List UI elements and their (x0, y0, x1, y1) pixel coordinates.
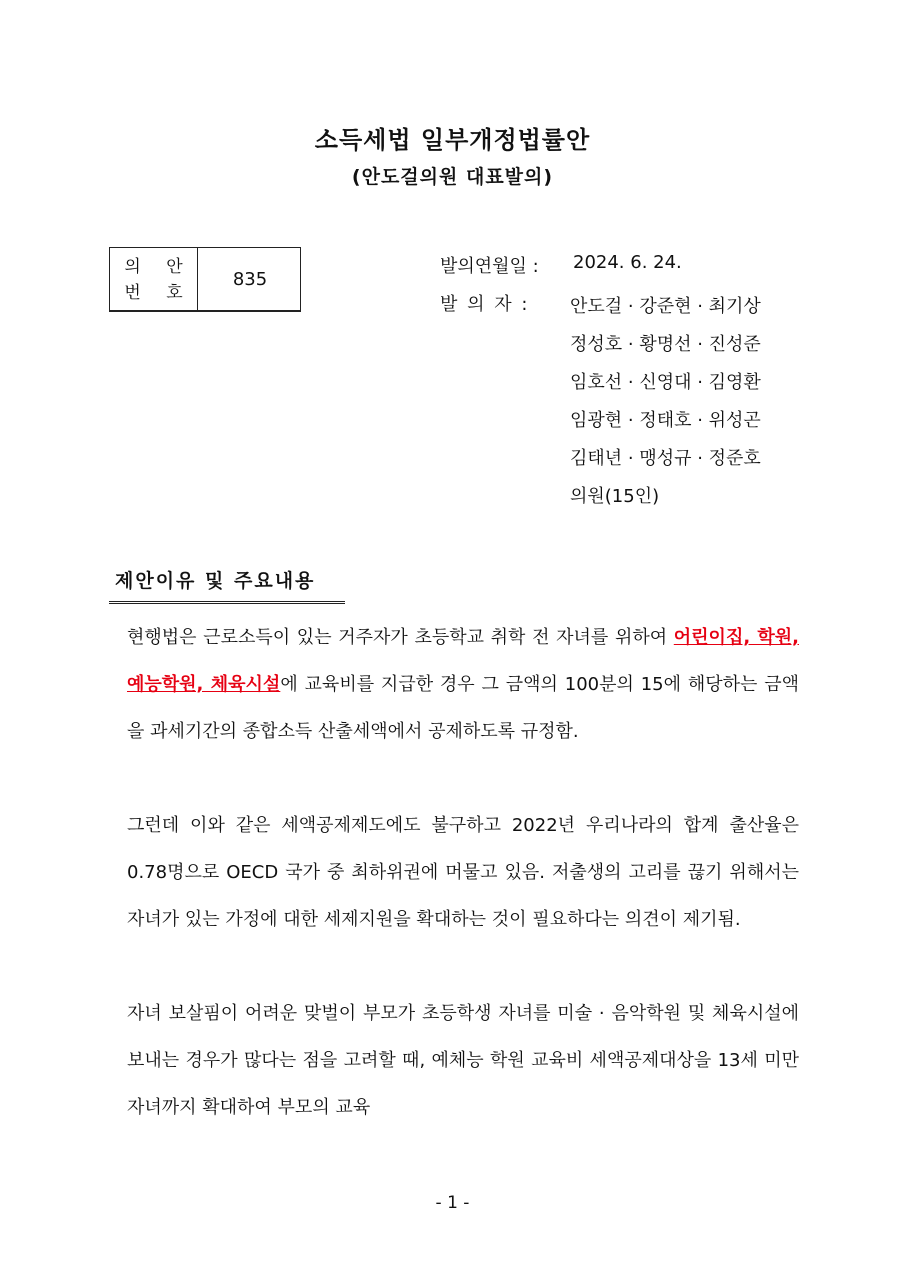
bill-number-label-line2: 번 호 (124, 283, 193, 303)
proposer-line: 안도걸 · 강준현 · 최기상 (570, 296, 761, 317)
bill-number-box (109, 247, 301, 312)
paragraph-text: 자녀 보살핌이 어려운 맞벌이 부모가 초등학생 자녀를 미술 · 음악학원 및 체육시설에 보내는 경우가 많다는 점을 고려할 때, 예체능 학원 교육비 세액공제대상을 13세 미만 자녀까지 확대하여 부모의 교육 (127, 1003, 799, 1118)
proposer-line: 임호선 · 신영대 · 김영환 (570, 372, 761, 393)
proposer-line: 의원(15인) (570, 486, 660, 507)
body-paragraph-3 (109, 990, 799, 1131)
proposer-list (570, 288, 761, 516)
section-heading: 제안이유 및 주요내용 (109, 566, 345, 604)
proposer-line: 김태년 · 맹성규 · 정준호 (570, 448, 761, 469)
paragraph-text: 그런데 이와 같은 세액공제제도에도 불구하고 2022년 우리나라의 합계 출산율은 0.78명으로 OECD 국가 중 최하위권에 머물고 있음. 저출생의 고리를 끊기 위해서는 자녀가 있는 가정에 대한 세제지원을 확대하는 것이 필요하다는 의견이 제기됨. (127, 815, 799, 930)
highlighted-text: 어린이집, 학원, 예능학원, 체육시설 (127, 627, 799, 695)
page-number: - 1 - (435, 1193, 470, 1213)
bill-number-label-line1: 의 안 (124, 257, 193, 277)
body-paragraph-2 (109, 802, 799, 943)
proposal-date: 2024. 6. 24. (573, 252, 682, 273)
bill-number-label (110, 248, 198, 310)
proposal-date-label: 발의연월일 : (440, 256, 539, 277)
document-title: 소득세법 일부개정법률안 (314, 126, 591, 154)
paragraph-text: 현행법은 근로소득이 있는 거주자가 초등학교 취학 전 자녀를 위하여 (127, 627, 674, 648)
proposer-line: 임광현 · 정태호 · 위성곤 (570, 410, 761, 431)
paragraph-text: 에 교육비를 지급한 경우 그 금액의 100분의 15에 해당하는 금액을 과세기간의 종합소득 산출세액에서 공제하도록 규정함. (127, 674, 799, 742)
proposer-line: 정성호 · 황명선 · 진성준 (570, 334, 761, 355)
proposer-label: 발 의 자 : (440, 294, 530, 315)
body-paragraph-1 (109, 614, 799, 755)
document-subtitle: (안도걸의원 대표발의) (351, 166, 554, 188)
bill-number-value: 835 (232, 268, 268, 290)
